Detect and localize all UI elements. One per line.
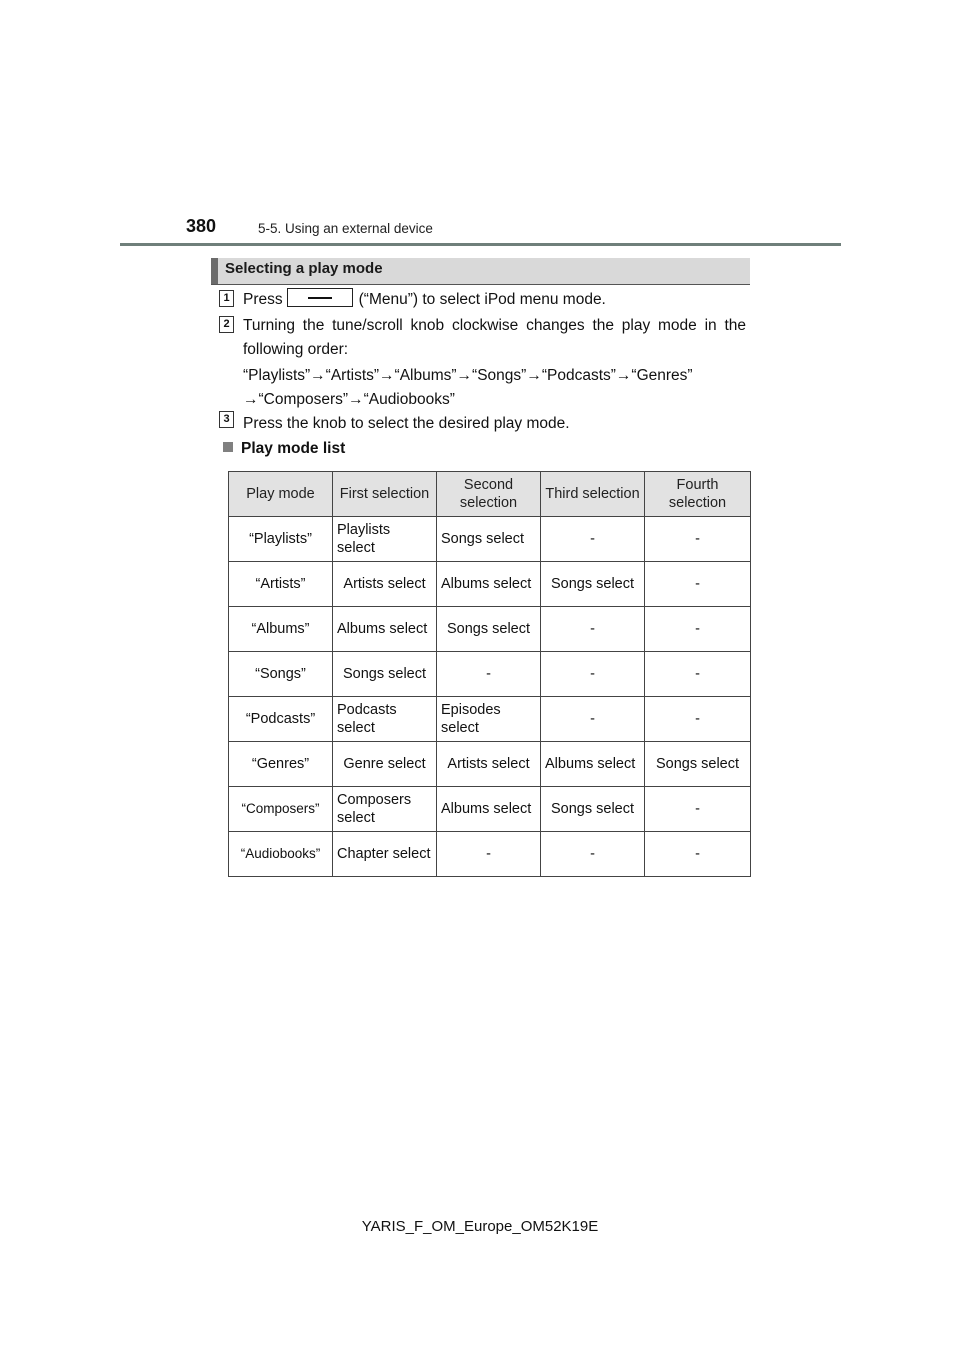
table-cell: Songs select — [541, 562, 645, 607]
step-1-press: Press — [243, 291, 283, 308]
table-cell: “Playlists” — [229, 517, 333, 562]
table-cell: - — [645, 562, 751, 607]
square-bullet-icon — [223, 442, 233, 452]
table-row — [229, 652, 751, 697]
table-cell: “Audiobooks” — [229, 832, 333, 877]
table-cell: - — [437, 652, 541, 697]
table-row — [229, 607, 751, 652]
table-cell: - — [541, 652, 645, 697]
header-rule — [120, 243, 841, 246]
table-cell: Episodes select — [437, 697, 541, 742]
footer-doc-id: YARIS_F_OM_Europe_OM52K19E — [361, 1218, 599, 1235]
table-cell: - — [541, 517, 645, 562]
header-second-selection: Second selection — [437, 472, 541, 517]
table-cell: “Songs” — [229, 652, 333, 697]
play-mode-order-line-1: “Playlists”→“Artists”→“Albums”→“Songs”→“Podcasts”→“Genres” — [243, 367, 693, 384]
step-number-1: 1 — [219, 290, 234, 307]
table-header-row — [229, 472, 751, 517]
step-1-rest: (“Menu”) to select iPod menu mode. — [358, 291, 606, 308]
table-cell: Songs select — [437, 517, 541, 562]
table-cell: - — [645, 652, 751, 697]
table-cell: - — [541, 697, 645, 742]
table-cell: “Podcasts” — [229, 697, 333, 742]
table-cell: Albums select — [437, 562, 541, 607]
page-number: 380 — [186, 216, 217, 236]
table-cell: - — [645, 697, 751, 742]
play-mode-table — [228, 471, 751, 877]
heading-bar — [211, 258, 750, 284]
table-row — [229, 787, 751, 832]
table-cell: Podcasts select — [333, 697, 437, 742]
table-cell: “Albums” — [229, 607, 333, 652]
header-fourth-selection: Fourth selection — [645, 472, 751, 517]
table-cell: - — [645, 607, 751, 652]
table-cell: - — [541, 832, 645, 877]
table-cell: “Artists” — [229, 562, 333, 607]
table-cell: - — [645, 832, 751, 877]
table-cell: - — [541, 607, 645, 652]
table-cell: Chapter select — [333, 832, 437, 877]
table-cell: Songs select — [333, 652, 437, 697]
step-3-text: Press the knob to select the desired play mode. — [243, 415, 570, 432]
table-cell: - — [645, 517, 751, 562]
section-title: 5-5. Using an external device — [258, 221, 433, 236]
table-cell: Songs select — [437, 607, 541, 652]
table-cell: “Composers” — [229, 787, 333, 832]
table-cell: Playlists select — [333, 517, 437, 562]
table-cell: Artists select — [333, 562, 437, 607]
table-cell: Albums select — [437, 787, 541, 832]
table-cell: - — [437, 832, 541, 877]
menu-button-icon — [287, 288, 353, 307]
header-play-mode: Play mode — [229, 472, 333, 517]
table-cell: Albums select — [333, 607, 437, 652]
table-row — [229, 562, 751, 607]
list-heading-text: Play mode list — [241, 440, 346, 457]
table-row — [229, 742, 751, 787]
heading-text: Selecting a play mode — [225, 260, 383, 277]
step-1-text — [243, 288, 746, 312]
table-row — [229, 832, 751, 877]
table-cell: Songs select — [645, 742, 751, 787]
step-number-3: 3 — [219, 411, 234, 428]
table-cell: Genre select — [333, 742, 437, 787]
heading-underline — [211, 284, 750, 285]
table-row — [229, 517, 751, 562]
table-cell: Albums select — [541, 742, 645, 787]
play-mode-order-line-2: →“Composers”→“Audiobooks” — [243, 391, 455, 408]
step-number-2: 2 — [219, 316, 234, 333]
table-cell: - — [645, 787, 751, 832]
step-2-text: Turning the tune/scroll knob clockwise changes the play mode in the following order: — [243, 317, 746, 358]
table-cell: Artists select — [437, 742, 541, 787]
table-cell: Songs select — [541, 787, 645, 832]
header-first-selection: First selection — [333, 472, 437, 517]
table-cell: “Genres” — [229, 742, 333, 787]
table-cell: Composers select — [333, 787, 437, 832]
header-third-selection: Third selection — [541, 472, 645, 517]
list-heading — [223, 440, 345, 458]
table-row — [229, 697, 751, 742]
